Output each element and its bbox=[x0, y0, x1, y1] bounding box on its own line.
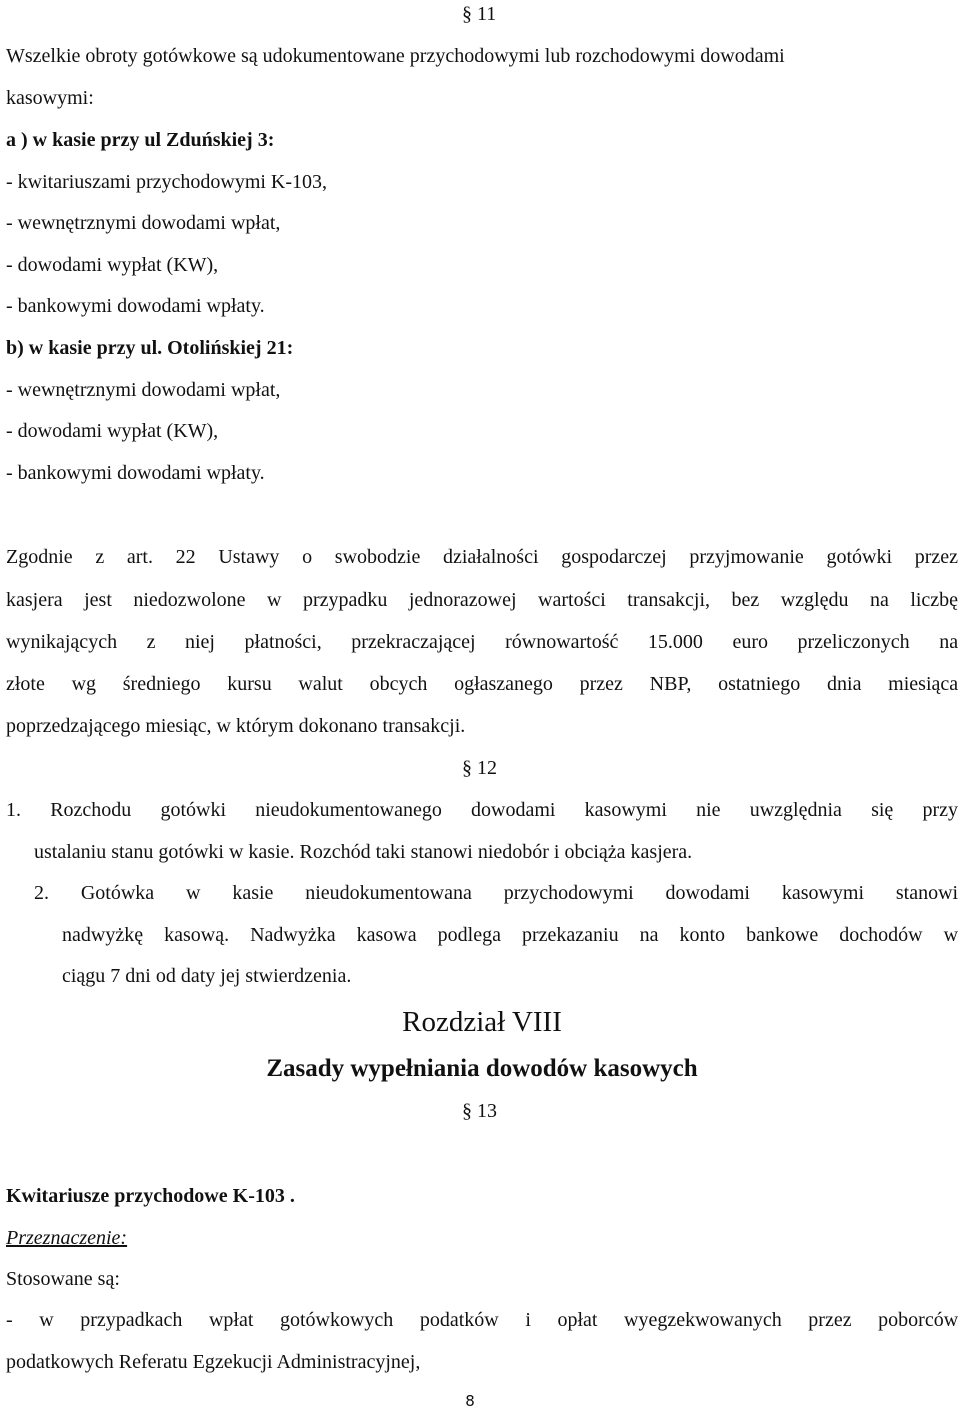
paragraph-line: wynikających z niej płatności, przekraczającej równowartość 15.000 euro przeliczonych na bbox=[6, 632, 958, 653]
cash-desk-a-heading: a ) w kasie przy ul Zduńskiej 3: bbox=[6, 129, 275, 151]
paragraph-line: Zgodnie z art. 22 Ustawy o swobodzie działalności gospodarczej przyjmowanie gotówki przez bbox=[6, 547, 958, 568]
paragraph-line: - w przypadkach wpłat gotówkowych podatków i opłat wyegzekwowanych przez poborców bbox=[6, 1310, 958, 1331]
section-number-13: § 13 bbox=[462, 1100, 497, 1122]
cash-desk-b-heading: b) w kasie przy ul. Otolińskiej 21: bbox=[6, 337, 294, 359]
numbered-item-line: ciągu 7 dni od daty jej stwierdzenia. bbox=[62, 965, 352, 987]
paragraph-line: kasjera jest niedozwolone w przypadku jednorazowej wartości transakcji, bez względu na liczbę bbox=[6, 590, 958, 611]
numbered-item-line: ustalaniu stanu gotówki w kasie. Rozchód taki stanowi niedobór i obciąża kasjera. bbox=[34, 841, 693, 863]
receipt-type-heading: Kwitariusze przychodowe K-103 . bbox=[6, 1185, 295, 1207]
list-item: - dowodami wypłat (KW), bbox=[6, 420, 219, 442]
paragraph-line: poprzedzającego miesiąc, w którym dokonano transakcji. bbox=[6, 715, 466, 737]
paragraph-line: Stosowane są: bbox=[6, 1268, 120, 1290]
list-item: - bankowymi dowodami wpłaty. bbox=[6, 295, 265, 317]
numbered-item-line: nadwyżkę kasową. Nadwyżka kasowa podlega przekazaniu na konto bankowe dochodów w bbox=[62, 925, 958, 946]
list-item: - wewnętrznymi dowodami wpłat, bbox=[6, 379, 281, 401]
paragraph-line: kasowymi: bbox=[6, 87, 94, 109]
section-number-12: § 12 bbox=[462, 757, 497, 779]
page-number: 8 bbox=[465, 1392, 475, 1410]
chapter-title: Rozdział VIII bbox=[402, 1006, 562, 1038]
list-item: - wewnętrznymi dowodami wpłat, bbox=[6, 212, 281, 234]
paragraph-line: podatkowych Referatu Egzekucji Administracyjnej, bbox=[6, 1351, 421, 1373]
chapter-subtitle: Zasady wypełniania dowodów kasowych bbox=[266, 1055, 698, 1082]
purpose-label: Przeznaczenie: bbox=[6, 1227, 128, 1249]
numbered-item-line: 2. Gotówka w kasie nieudokumentowana przychodowymi dowodami kasowymi stanowi bbox=[34, 883, 958, 904]
list-item: - bankowymi dowodami wpłaty. bbox=[6, 462, 265, 484]
list-item: - dowodami wypłat (KW), bbox=[6, 254, 219, 276]
numbered-item-line: 1. Rozchodu gotówki nieudokumentowanego dowodami kasowymi nie uwzględnia się przy bbox=[6, 800, 958, 821]
list-item: - kwitariuszami przychodowymi K-103, bbox=[6, 171, 328, 193]
paragraph-line: złote wg średniego kursu walut obcych ogłaszanego przez NBP, ostatniego dnia miesiąca bbox=[6, 674, 958, 695]
section-number-11: § 11 bbox=[462, 3, 497, 25]
paragraph-line: Wszelkie obroty gotówkowe są udokumentowane przychodowymi lub rozchodowymi dowodami bbox=[6, 45, 785, 67]
